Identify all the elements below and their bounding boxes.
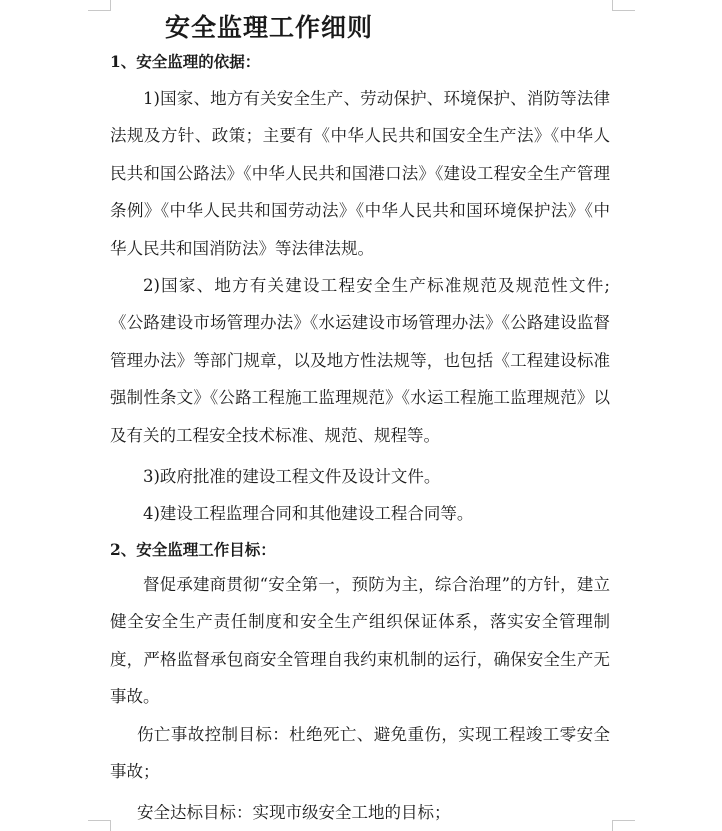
goal-paragraph-standard: 安全达标目标：实现市级安全工地的目标； [137,803,451,822]
document-title: 安全监理工作细则 [165,13,374,42]
basis-item-2: 2)国家、地方有关建设工程安全生产标准规范及规范性文件;《公路建设市场管理办法》《水运建设市场管理办法》《公路建设监督管理办法》等部门规章，以及地方性法规等，也包括《工程建设标准强制性条文》《公路工程施工监理规范》《水运工程施工监理规范》以及有关的工程安全技术标准、规范、规程等。 [110,276,610,445]
section-1-heading: 1、安全监理的依据： [110,52,261,71]
basis-item-1: 1)国家、地方有关安全生产、劳动保护、环境保护、消防等法律法规及方针、政策；主要有《中华人民共和国安全生产法》《中华人民共和国公路法》《中华人民共和国港口法》《建设工程安全生产管理条例》《中华人民共和国劳动法》《中华人民共和国环境保护法》《中华人民共和国消防法》等法律法规。 [110,89,610,258]
crop-mark-top-right [612,0,635,11]
section-2-heading: 2、安全监理工作目标： [110,540,276,559]
crop-mark-top-left [88,0,111,11]
crop-mark-bottom-right [612,820,635,831]
goal-paragraph-policy: 督促承建商贯彻“安全第一，预防为主，综合治理”的方针，建立健全安全生产责任制度和安全生产组织保证体系，落实安全管理制度，严格监督承包商安全管理自我约束机制的运行，确保安全生产无事故。 [110,575,610,707]
basis-item-4: 4)建设工程监理合同和其他建设工程合同等。 [143,504,474,523]
basis-item-3: 3)政府批准的建设工程文件及设计文件。 [143,467,441,486]
goal-paragraph-casualty: 伤亡事故控制目标：杜绝死亡、避免重伤，实现工程竣工零安全事故； [110,725,610,782]
crop-mark-bottom-left [88,820,111,831]
